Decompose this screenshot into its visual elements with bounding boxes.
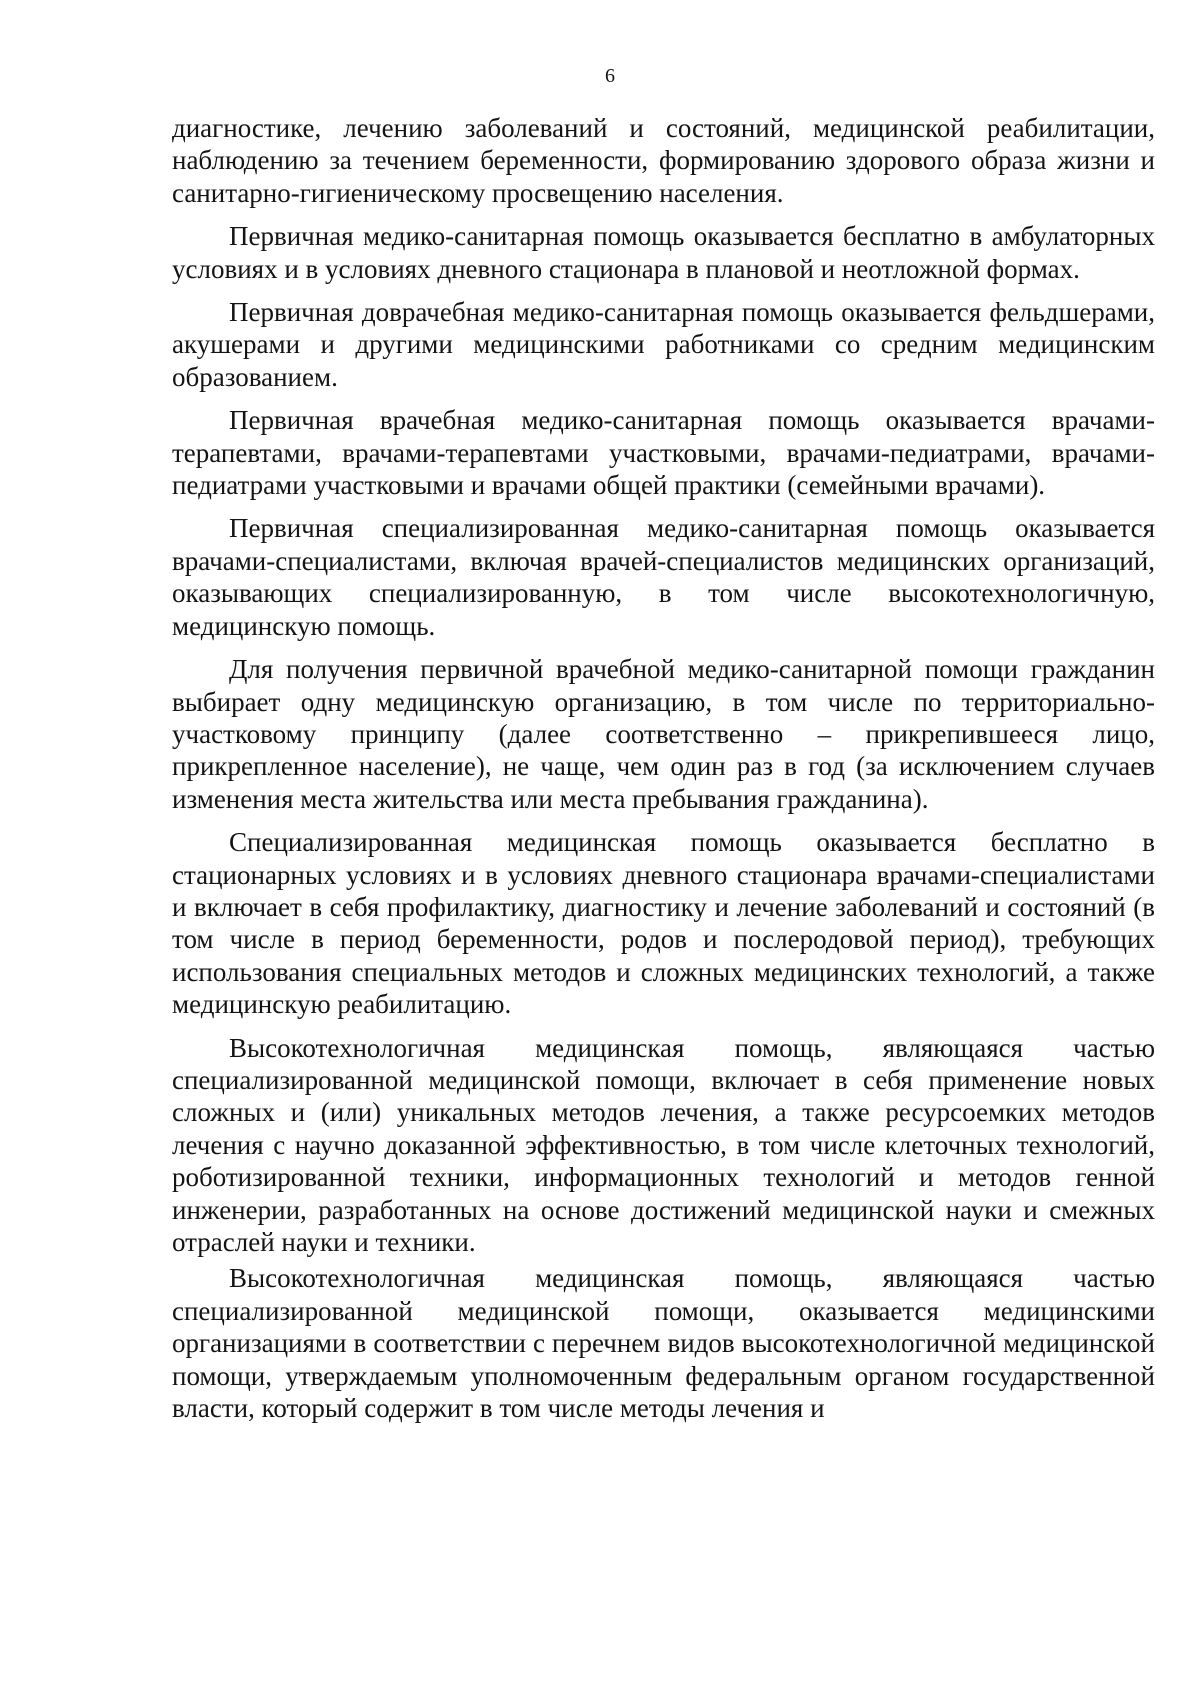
paragraph-prephysician-care: Первичная доврачебная медико-санитарная помощь оказывается фельдшерами, акушерами и другими медицинскими работниками со средним медицинским образованием. bbox=[172, 297, 1155, 392]
paragraph-high-tech-providers: Высокотехнологичная медицинская помощь, являющаяся частью специализированной медицинской помощи, оказывается медицинскими организациями в соответствии с перечнем видов высокотехнологичной медицинской помощи, утверждаемым уполномоченным федеральным органом государственной власти, который содержит в том числе методы лечения и bbox=[172, 1263, 1155, 1424]
paragraph-primary-care: Первичная медико-санитарная помощь оказывается бесплатно в амбулаторных условиях и в условиях дневного стационара в плановой и неотложной формах. bbox=[172, 221, 1155, 284]
paragraph-specialized-care: Специализированная медицинская помощь оказывается бесплатно в стационарных условиях и в условиях дневного стационара врачами-специалистами и включает в себя профилактику, диагностику и лечение заболеваний и состояний (в том числе в период беременности, родов и послеродовой период), требующих использования специальных методов и сложных медицинских технологий, а также медицинскую реабилитацию. bbox=[172, 827, 1155, 1020]
paragraph-high-tech-care: Высокотехнологичная медицинская помощь, являющаяся частью специализированной медицинской помощи, включает в себя применение новых сложных и (или) уникальных методов лечения, а также ресурсоемких методов лечения с научно доказанной эффективностью, в том числе клеточных технологий, роботизированной техники, информационных технологий и методов генной инженерии, разработанных на основе достижений медицинской науки и смежных отраслей науки и техники. bbox=[172, 1032, 1155, 1257]
paragraph-physician-care: Первичная врачебная медико-санитарная помощь оказывается врачами-терапевтами, врачами-терапевтами участковыми, врачами-педиатрами, врачами-педиатрами участковыми и врачами общей практики (семейными врачами). bbox=[172, 405, 1155, 501]
paragraph-specialized-primary-care: Первичная специализированная медико-санитарная помощь оказывается врачами-специалистами, включая врачей-специалистов медицинских организаций, оказывающих специализированную, в том числе высокотехнологичную, медицинскую помощь. bbox=[172, 513, 1155, 641]
document-body bbox=[172, 112, 1155, 1435]
page-number: 6 bbox=[605, 65, 615, 87]
paragraph-organization-choice: Для получения первичной врачебной медико-санитарной помощи гражданин выбирает одну медицинскую организацию, в том числе по территориально-участковому принципу (далее соответственно – прикрепившееся лицо, прикрепленное население), не чаще, чем один раз в год (за исключением случаев изменения места жительства или места пребывания гражданина). bbox=[172, 654, 1155, 814]
paragraph-continuation: диагностике, лечению заболеваний и состояний, медицинской реабилитации, наблюдению за течением беременности, формированию здорового образа жизни и санитарно-гигиеническому просвещению населения. bbox=[172, 113, 1155, 208]
